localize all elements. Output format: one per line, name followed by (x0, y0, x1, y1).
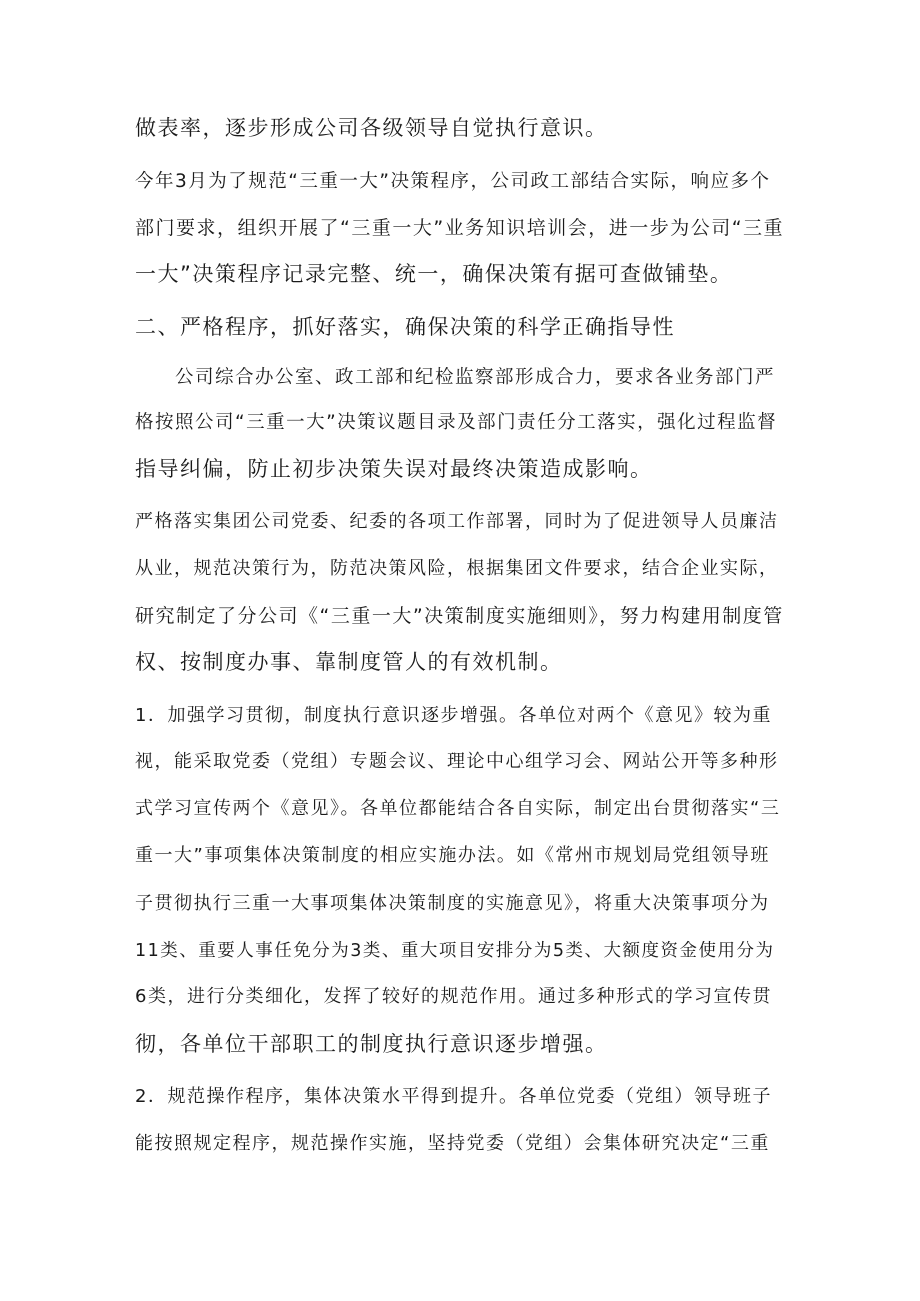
text-line: 1．加强学习贯彻，制度执行意识逐步增强。各单位对两个《意见》较为重 (135, 705, 772, 726)
text-line: 6类，进行分类细化，发挥了较好的规范作用。通过多种形式的学习宣传贯 (135, 986, 772, 1007)
text-line: 指导纠偏，防止初步决策失误对最终决策造成影响。 (135, 457, 653, 481)
text-line: 子贯彻执行三重一大事项集体决策制度的实施意见》，将重大决策事项分为 (135, 893, 770, 914)
text-line: 式学习宣传两个《意见》。各单位都能结合各自实际，制定出台贯彻落实“三 (135, 798, 781, 819)
text-line: 权、按制度办事、靠制度管人的有效机制。 (135, 650, 563, 674)
text-line: 研究制定了分公司《“三重一大”决策制度实施细则》，努力构建用制度管 (135, 605, 784, 627)
text-line: 2．规范操作程序，集体决策水平得到提升。各单位党委（党组）领导班子 (135, 1086, 772, 1107)
text-line: 格按照公司“三重一大”决策议题目录及部门责任分工落实，强化过程监督 (135, 412, 778, 433)
text-line: 严格落实集团公司党委、纪委的各项工作部署，同时为了促进领导人员廉洁 (135, 511, 779, 532)
text-line: 从业，规范决策行为，防范决策风险，根据集团文件要求，结合企业实际， (135, 558, 779, 579)
text-line: 今年3月为了规范“三重一大”决策程序，公司政工部结合实际，响应多个 (135, 171, 771, 192)
section-heading: 二、严格程序，抓好落实，确保决策的科学正确指导性 (135, 315, 675, 339)
text-line: 彻，各单位干部职工的制度执行意识逐步增强。 (135, 1032, 608, 1056)
text-line: 11类、重要人事任免分为3类、重大项目安排分为5类、大额度资金使用分为 (135, 941, 775, 961)
text-line: 部门要求，组织开展了“三重一大”业务知识培训会，进一步为公司“三重 (135, 217, 785, 239)
text-line: 做表率，逐步形成公司各级领导自觉执行意识。 (135, 116, 608, 140)
text-line: 公司综合办公室、政工部和纪检监察部形成合力，要求各业务部门严 (135, 367, 776, 388)
text-line: 一大”决策程序记录完整、统一，确保决策有据可查做铺垫。 (135, 262, 733, 286)
text-line: 重一大”事项集体决策制度的相应实施办法。如《常州市规划局党组领导班 (135, 845, 770, 866)
text-line: 视，能采取党委（党组）专题会议、理论中心组学习会、网站公开等多种形 (135, 751, 779, 772)
text-line: 能按照规定程序，规范操作实施，坚持党委（党组）会集体研究决定“三重 (135, 1133, 770, 1154)
